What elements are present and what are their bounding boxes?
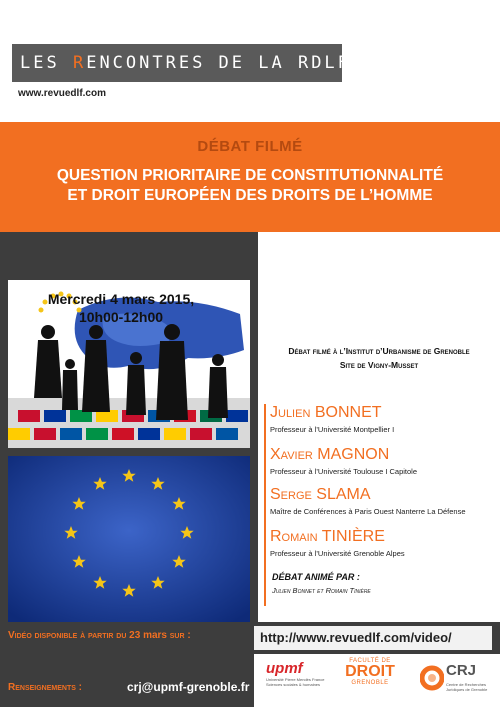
upmf-logo bbox=[266, 660, 326, 687]
speaker-role: Professeur à l’Université Grenoble Alpes bbox=[270, 549, 405, 558]
faculty-logo-bottom: GRENOBLE bbox=[351, 680, 389, 686]
upmf-logo-text: upmf bbox=[266, 660, 303, 677]
site-url[interactable]: www.revuedlf.com bbox=[18, 88, 106, 99]
video-availability-date: 23 mars bbox=[129, 630, 167, 641]
event-date: Mercredi 4 mars 2015, bbox=[47, 291, 195, 307]
moderation bbox=[272, 572, 371, 595]
speaker-item bbox=[270, 404, 394, 434]
event-kicker: DÉBAT FILMÉ bbox=[197, 138, 303, 155]
faculty-logo-top: FACULTÉ DE bbox=[349, 658, 391, 664]
venue-line1: Débat filmé à l’Institut d’Urbanisme de Grenoble bbox=[288, 346, 470, 356]
event-time: 10h00-12h00 bbox=[78, 309, 164, 325]
series-title-highlight: R bbox=[72, 53, 87, 73]
speaker-item bbox=[270, 446, 417, 476]
moderation-value: Julien Bonnet et Romain Tinière bbox=[272, 586, 371, 595]
eu-flag-image bbox=[8, 456, 250, 622]
event-title-line2: ET DROIT EUROPÉEN DES DROITS DE L’HOMME bbox=[67, 187, 433, 204]
crj-logo-subtitle: Centre de Recherches Juridiques de Grenoble bbox=[446, 682, 488, 692]
speaker-item bbox=[270, 528, 405, 558]
event-venue bbox=[258, 344, 500, 372]
series-title bbox=[20, 53, 351, 73]
series-title-post: ENCONTRES DE LA RDLF bbox=[86, 53, 351, 73]
speaker-role: Maître de Conférences à Paris Ouest Nanterre La Défense bbox=[270, 507, 466, 516]
series-title-pre: LES bbox=[20, 53, 73, 73]
contact-email-link[interactable]: crj@upmf-grenoble.fr bbox=[127, 680, 250, 694]
moderation-label: DÉBAT ANIMÉ PAR : bbox=[272, 572, 360, 582]
faculty-law-logo bbox=[340, 658, 400, 686]
event-title bbox=[20, 166, 480, 206]
crj-swirl-icon bbox=[420, 660, 444, 700]
series-title-bar bbox=[12, 44, 351, 82]
speaker-role: Professeur à l’Université Toulouse I Capitole bbox=[270, 467, 418, 476]
crj-logo-text: CRJ bbox=[446, 662, 477, 679]
info-label: Renseignements : bbox=[8, 682, 83, 693]
speaker-name: Serge SLAMA bbox=[270, 486, 371, 503]
venue-line2: Site de Vigny-Musset bbox=[339, 360, 419, 370]
speakers-accent-line bbox=[264, 404, 266, 606]
event-datetime bbox=[0, 290, 242, 326]
video-availability-post: sur : bbox=[169, 630, 191, 641]
video-url-link[interactable]: http://www.revuedlf.com/video/ bbox=[260, 630, 452, 645]
eu-flag-illustration bbox=[8, 456, 250, 622]
event-title-line1: QUESTION PRIORITAIRE DE CONSTITUTIONNALITÉ bbox=[56, 167, 444, 184]
upmf-logo-subtitle: Université Pierre Mendès France Sciences sociales & humaines bbox=[266, 677, 325, 687]
speaker-name: Xavier MAGNON bbox=[270, 446, 390, 463]
speaker-item bbox=[270, 486, 466, 516]
video-availability bbox=[8, 630, 191, 641]
speaker-name: Julien BONNET bbox=[270, 404, 382, 421]
video-availability-pre: Vidéo disponible à partir du bbox=[8, 630, 127, 641]
speaker-name: Romain TINIÈRE bbox=[270, 528, 385, 545]
speaker-role: Professeur à l’Université Montpellier I bbox=[270, 425, 395, 434]
faculty-logo-mid: DROIT bbox=[345, 663, 395, 680]
